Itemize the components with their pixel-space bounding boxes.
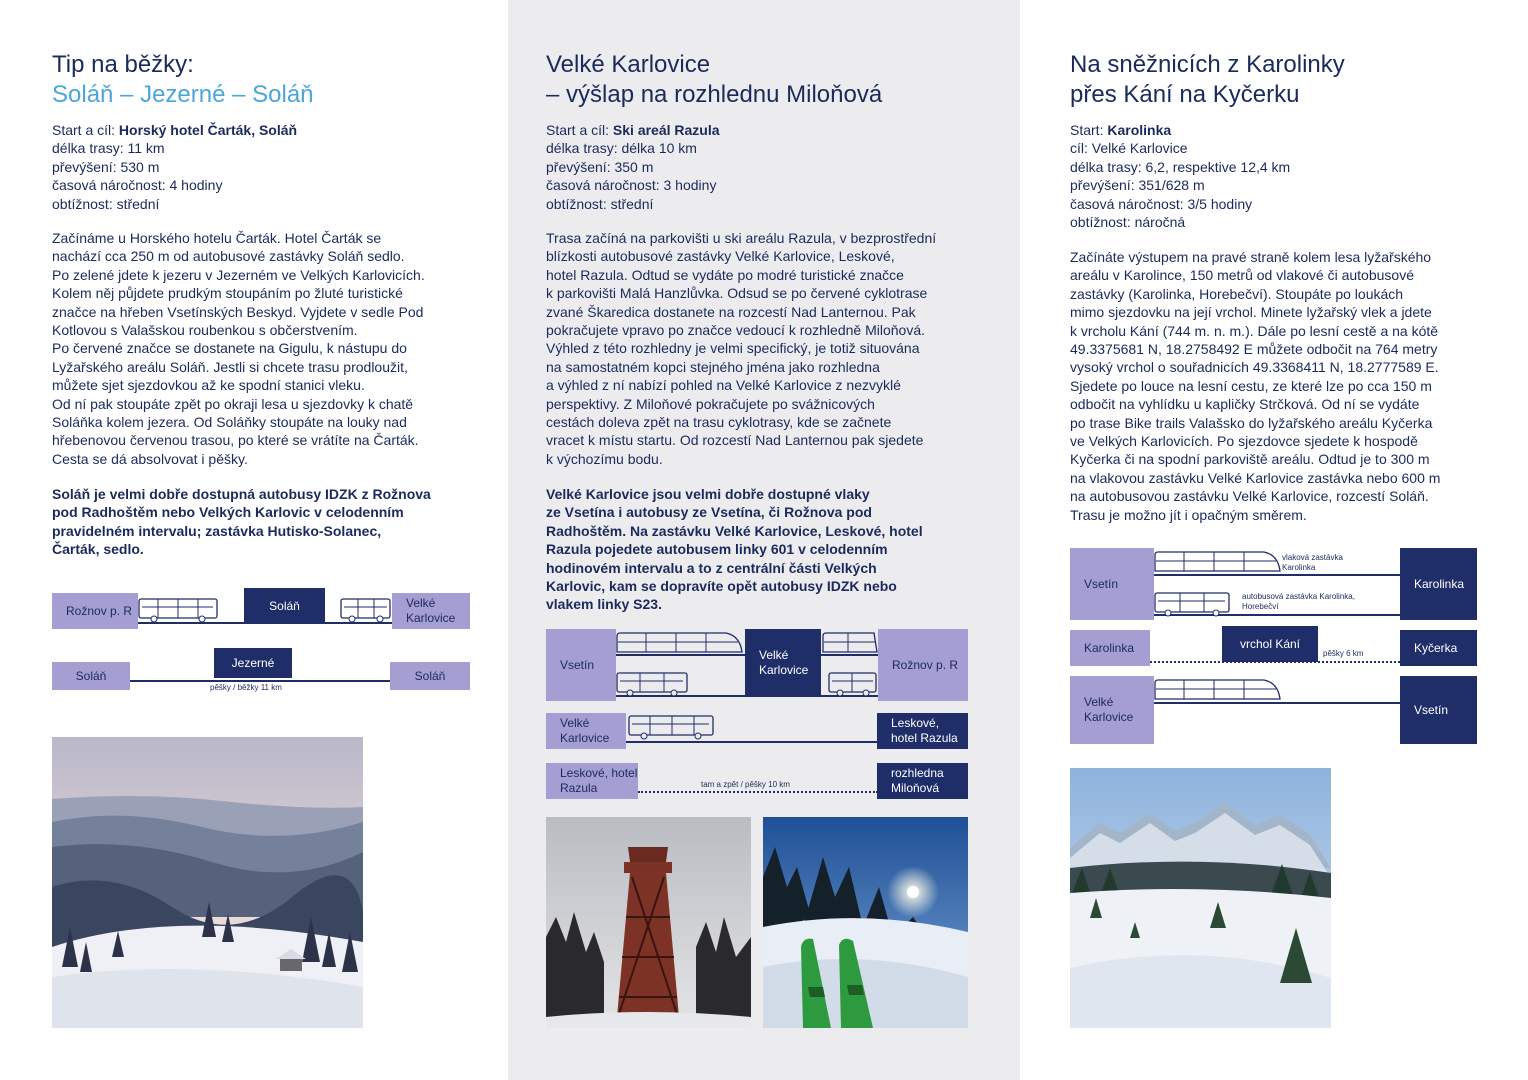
bus-stop-label: autobusová zastávka Karolinka, Horebečví [1242, 592, 1355, 611]
lookout-tower-photo [546, 817, 751, 1028]
train-icon [822, 632, 878, 656]
train-stop-label: vlaková zastávka Karolinka [1282, 553, 1343, 572]
ski-slope-photo [763, 817, 968, 1028]
stop-solan: Soláň [244, 588, 325, 624]
walk-label: pěšky 6 km [1323, 649, 1364, 658]
col3-title: Na sněžnicích z Karolinky přes Kání na Kyčerku [1070, 51, 1345, 108]
stop-vsetin: Vsetín [546, 629, 616, 701]
stop-roznov: Rožnov p. R [52, 593, 138, 629]
col1-transport: Soláň je velmi dobře dostupná autobusy IDZK z Rožnova pod Radhoštěm nebo Velkých Karlovic v celodenním pravidelném intervalu; zastávka Hutisko-Solanec, Čarták, sedlo. [52, 486, 431, 558]
stop-velke-karlovice: Velké Karlovice [1070, 676, 1154, 744]
bus-icon [1154, 592, 1232, 618]
bus-icon [340, 598, 392, 624]
column-2 [508, 0, 1020, 1080]
stop-solan-start: Soláň [52, 662, 130, 690]
walk-label: tam a zpět / pěšky 10 km [701, 780, 790, 789]
bus-icon [828, 672, 878, 698]
stop-vsetin-2: Vsetín [1400, 676, 1477, 744]
stop-vsetin: Vsetín [1070, 548, 1154, 620]
walk-label: pěšky / běžky 11 km [210, 683, 282, 692]
stop-vrchol-kani: vrchol Kání [1222, 626, 1318, 662]
column-1 [0, 0, 508, 1080]
bus-icon [138, 598, 220, 624]
stop-rozhledna: rozhledna Miloňová [877, 763, 968, 799]
stop-solan-end: Soláň [390, 662, 470, 690]
stop-velke-karlovice: Velké Karlovice [745, 629, 821, 697]
bus-icon [628, 715, 716, 741]
stop-leskove: Leskové, hotel Razula [877, 713, 968, 749]
col1-body: Začínáme u Horského hotelu Čarták. Hotel Čarták se nachází cca 250 m od autobusové zastávky Soláň sedlo. Po zelené jdete k jezeru v Jezerném ve Velkých Karlovicích. Kolem něj půjdete prudkým stoupáním po žluté turistické značce na hřeben Vsetínských Beskyd. Vyjdete v sedle Pod Kotlovou s Valašskou roubenkou s občerstvením. Po červené značce se dostanete na Gigulu, k nástupu do Lyžařského areálu Soláň. Jestli si chcete trasu prodloužit, můžete sjet sjezdovkou až ke spodní stanici vleku. Od ní pak stoupáte zpět po okraji lesa u sjezdovky k chatě Soláňka kolem jezera. Od Soláňky stoupáte na louky nad hřebenovou červenou trasou, po které se vrátíte na Čarták. Cesta se dá absolvovat i pěšky. [52, 230, 425, 467]
train-icon [616, 632, 744, 656]
train-icon [1154, 551, 1282, 575]
stop-kycerka: Kyčerka [1400, 630, 1477, 666]
stop-velke-karlovice: Velké Karlovice [392, 593, 470, 629]
col2-body: Trasa začíná na parkovišti u ski areálu Razula, v bezprostřední blízkosti autobusové zastávky Velké Karlovice, Leskové, hotel Razula. Odtud se vydáte po modré turistické značce k parkovišti Malá Hanzlůvka. Odsud se po červené cyklotrase zvané Škaredica dostanete na rozcestí Nad Lanternou. Pak pokračujete vpravo po značce vedoucí k rozhledně Miloňová. Výhled z této rozhledny je velmi specifický, je totiž situována na samostatném kopci stejného jména jako rozhledna a výhled z ní nabízí pohled na Velké Karlovice z nezvyklé perspektivy. Z Miloňové pokračujete po svážnicových cestách doleva zpět na trasu cyklotrasy, kde se začnete vracet k místu startu. Od rozcestí Nad Lanternou pak sjedete k výchozímu bodu. [546, 230, 937, 467]
col2-transport: Velké Karlovice jsou velmi dobře dostupné vlaky ze Vsetína i autobusy ze Vsetína, či Rožnova pod Radhoštěm. Na zastávku Velké Karlovice, Leskové, hotel Razula pojedete autobusem linky 601 v celodenním hodinovém intervalu a to z centrální části Velkých Karlovic, kam se dopravíte opět autobusy IDZK nebo vlakem linky S23. [546, 486, 923, 613]
stop-karolinka: Karolinka [1400, 548, 1477, 620]
stop-roznov: Rožnov p. R [878, 629, 968, 701]
stop-karolinka-2: Karolinka [1070, 630, 1150, 666]
train-icon [1154, 679, 1282, 703]
stop-jezerne: Jezerné [214, 648, 292, 678]
winter-landscape-photo [52, 737, 363, 1028]
stop-velke-karlovice-2: Velké Karlovice [546, 713, 626, 749]
col1-title: Tip na běžky: Soláň – Jezerné – Soláň [52, 51, 314, 108]
col2-meta: Start a cíl: Ski areál Razula délka trasy: délka 10 km převýšení: 350 m časová náročnost: 3 hodiny obtížnost: střední [546, 122, 720, 212]
col2-title: Velké Karlovice – výšlap na rozhlednu Miloňová [546, 51, 883, 108]
bus-icon [616, 672, 690, 698]
col3-meta: Start: Karolinka cíl: Velké Karlovice délka trasy: 6,2, respektive 12,4 km převýšení: 351/628 m časová náročnost: 3/5 hodiny obtížnost: náročná [1070, 122, 1291, 231]
snowy-meadow-photo [1070, 768, 1331, 1028]
col1-meta: Start a cíl: Horský hotel Čarták, Soláň délka trasy: 11 km převýšení: 530 m časová náročnost: 4 hodiny obtížnost: střední [52, 122, 298, 212]
stop-leskove-2: Leskové, hotel Razula [546, 763, 638, 799]
col3-body: Začínáte výstupem na pravé straně kolem lesa lyžařského areálu v Karolince, 150 metrů od vlakové či autobusové zastávky (Karolinka, Horebečví). Stoupáte po loukách mimo sjezdovku na její vrchol. Minete lyžařský vlek a jdete k vrcholu Kání (744 m. n. m.). Dále po lesní cestě a na kótě 49.3375681 N, 18.2758492 E můžete odbočit na 764 metry vysoký vrchol o souřadnicích 49.3368411 N, 18.2777589 E. Sjedete po louce na lesní cestu, ze které lze po cca 150 m odbočit na vyhlídku u kapličky Strčková. Od ní se vydáte po trase Bike trails Valašsko do lyžařského areálu Kyčerka ve Velkých Karlovicích. Po sjezdovce sjedete k hospodě Kyčerka či na spodní parkoviště areálu. Odtud je to 300 m na vlakovou zastávku Velké Karlovice zastávka nebo 600 m na autobusovou zastávku Velké Karlovice, rozcestí Soláň. Trasu je možno jít i opačným směrem. [1070, 249, 1441, 523]
column-3 [1020, 0, 1528, 1080]
